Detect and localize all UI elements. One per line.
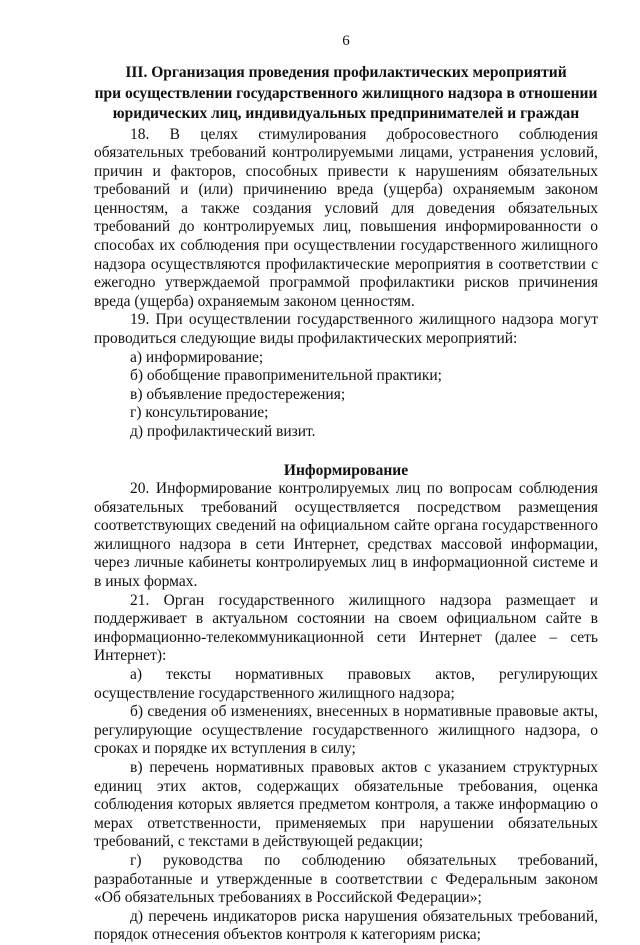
page-number: 6 xyxy=(342,33,350,49)
list-item: а) информирование; xyxy=(130,348,264,366)
list-item: д) профилактический визит. xyxy=(130,423,316,440)
section-title xyxy=(94,64,598,124)
section-title-line: III. Организация проведения профилактических мероприятий xyxy=(125,64,567,81)
section-title-line: юридических лиц, индивидуальных предпринимателей и граждан xyxy=(112,105,580,122)
list-item: д) перечень индикаторов риска нарушения обязательных требований, порядок отнесения объектов контроля к категориям риска; xyxy=(94,907,598,944)
list-21 xyxy=(94,666,598,945)
paragraph-18: 18. В целях стимулирования добросовестного соблюдения обязательных требований контролируемыми лицами, устранения условий, причин и факторов, способных привести к нарушениям обязательных требований и (или) причинению вреда (ущерба) охраняемым законом ценностям, а также создания условий для доведения обязательных требований до контролируемых лиц, повышения информированности о способах их соблюдения при осуществлении государственного жилищного надзора осуществляются профилактические мероприятия в соответствии с ежегодно утверждаемой программой профилактики рисков причинения вреда (ущерба) охраняемым законом ценностям. xyxy=(94,125,598,310)
list-19 xyxy=(94,349,598,442)
paragraph-21: 21. Орган государственного жилищного надзора размещает и поддерживает в актуальном состоянии на своем официальном сайте в информационно-телекоммуникационной сети Интернет (далее – сеть Интернет): xyxy=(94,591,598,665)
list-item: в) объявление предостережения; xyxy=(130,385,346,403)
list-item: б) обобщение правоприменительной практики; xyxy=(130,367,442,385)
list-item: а) тексты нормативных правовых актов, регулирующих осуществление государственного жилищного надзора; xyxy=(94,666,598,702)
list-item: в) перечень нормативных правовых актов с указанием структурных единиц этих актов, содержащих обязательные требования, оценка соблюдения которых является предметом контроля, а также информацию о мерах ответственности, применяемых при нарушении обязательных требований, с текстами в действующей редакции; xyxy=(94,759,598,851)
paragraph-20: 20. Информирование контролируемых лиц по вопросам соблюдения обязательных требований осуществляется посредством размещения соответствующих сведений на официальном сайте органа государственного жилищного надзора в сети Интернет, средствах массовой информации, через личные кабинеты контролируемых лиц в информационной системе и в иных формах. xyxy=(94,480,598,591)
list-item: г) руководства по соблюдению обязательных требований, разработанные и утвержденные в соответствии с Федеральным законом «Об обязательных требованиях в Российской Федерации»; xyxy=(94,851,598,907)
section-title-line: при осуществлении государственного жилищного надзора в отношении xyxy=(94,84,598,102)
list-item: г) консультирование; xyxy=(130,404,269,422)
list-item: б) сведения об изменениях, внесенных в нормативные правовые акты, регулирующие осуществление государственного жилищного надзора, о сроках и порядке их вступления в силу; xyxy=(94,703,598,758)
paragraph-19: 19. При осуществлении государственного жилищного надзора могут проводиться следующие виды профилактических мероприятий: xyxy=(94,311,598,348)
subheading-informing: Информирование xyxy=(283,461,409,479)
